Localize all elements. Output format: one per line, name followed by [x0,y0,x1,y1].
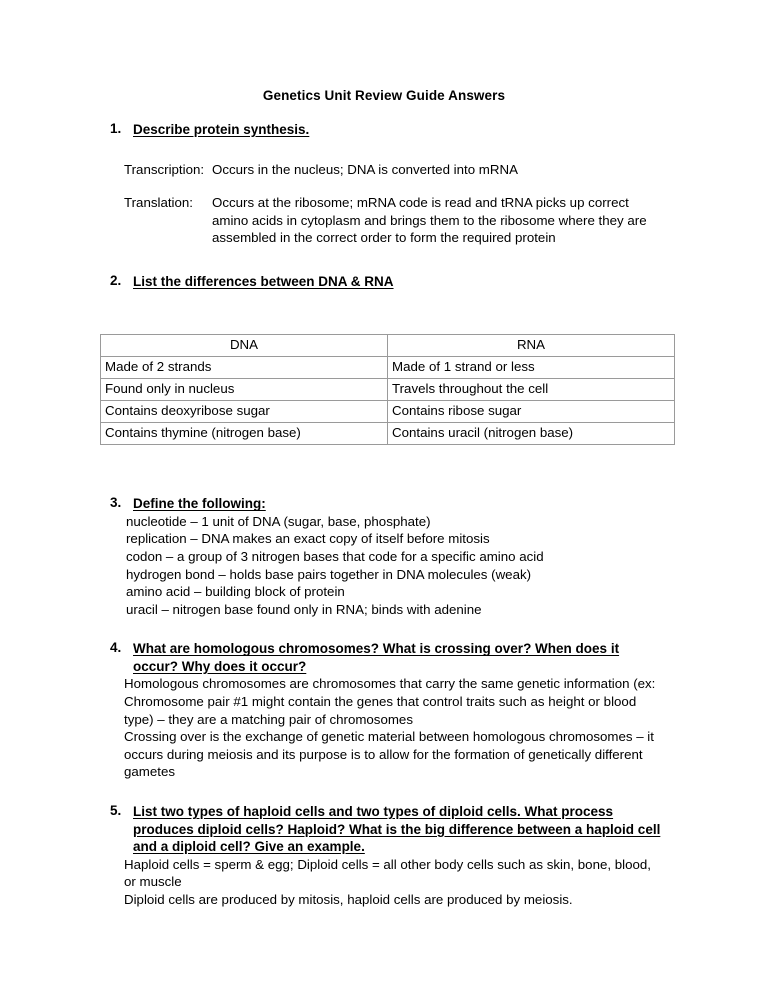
table-cell-dna: Made of 2 strands [101,357,388,379]
answer-paragraph: Haploid cells = sperm & egg; Diploid cells = all other body cells such as skin, bone, blood, or muscle [124,856,651,890]
definition-item: replication – DNA makes an exact copy of itself before mitosis [126,531,490,547]
question-2-heading: List the differences between DNA & RNA [133,273,394,289]
question-1-heading: Describe protein synthesis. [133,122,310,137]
translation-text: Occurs at the ribosome; mRNA code is read and tRNA picks up correct amino acids in cytoplasm and brings them to the ribosome where they are assembled in the correct order to form the required protein [212,195,647,246]
table-header-rna: RNA [388,335,675,357]
table-cell-dna: Contains deoxyribose sugar [101,401,388,423]
question-4-heading: What are homologous chromosomes? What is crossing over? When does it occur? Why does it occur? [133,641,620,674]
question-5 [100,803,662,856]
definition-item: amino acid – building block of protein [126,584,345,600]
answer-paragraph: Crossing over is the exchange of genetic material between homologous chromosomes – it occurs during meiosis and its purpose is to allow for the formation of genetically different gametes [124,729,654,780]
answer-paragraph: Diploid cells are produced by mitosis, haploid cells are produced by meiosis. [124,891,573,907]
question-4 [100,640,662,675]
table-cell-rna: Made of 1 strand or less [388,357,675,379]
question-1-number: 1. [110,121,122,136]
answer-paragraph: Homologous chromosomes are chromosomes that carry the same genetic information (ex: Chromosome pair #1 might contain the genes that control traits such as height or blood type) – they are a matching pair of chromosomes [124,676,656,727]
transcription-text: Occurs in the nucleus; DNA is converted into mRNA [212,161,518,177]
definition-item: codon – a group of 3 nitrogen bases that code for a specific amino acid [126,549,544,565]
table-row [101,379,675,401]
table-row [101,423,675,445]
question-3 [100,495,662,513]
document-body [0,121,768,908]
question-1 [100,121,662,139]
table-cell-dna: Found only in nucleus [101,379,388,401]
page-title: Genetics Unit Review Guide Answers [262,88,506,103]
table-header-row [101,335,675,357]
question-2 [100,273,662,291]
question-5-heading: List two types of haploid cells and two types of diploid cells. What process produces diploid cells? Haploid? What is the big difference between a haploid cell and a diploid cell? Give an example. [133,804,661,854]
table-cell-rna: Contains ribose sugar [388,401,675,423]
translation-row [100,194,662,247]
question-5-number: 5. [110,803,122,818]
translation-label: Translation: [124,195,193,211]
dna-rna-comparison-table [100,334,675,445]
question-2-number: 2. [110,272,122,288]
table-cell-dna: Contains thymine (nitrogen base) [101,423,388,445]
table-row [101,401,675,423]
definition-item: uracil – nitrogen base found only in RNA; binds with adenine [126,601,482,617]
transcription-label: Transcription: [124,161,205,177]
question-3-heading: Define the following: [133,496,266,512]
definition-item: nucleotide – 1 unit of DNA (sugar, base, phosphate) [126,513,431,529]
table-cell-rna: Travels throughout the cell [388,379,675,401]
table-row [101,357,675,379]
transcription-row [100,161,662,179]
question-4-number: 4. [110,640,122,656]
table-header-dna: DNA [101,335,388,357]
question-3-number: 3. [110,495,122,511]
table-cell-rna: Contains uracil (nitrogen base) [388,423,675,445]
definition-item: hydrogen bond – holds base pairs together in DNA molecules (weak) [126,566,532,582]
